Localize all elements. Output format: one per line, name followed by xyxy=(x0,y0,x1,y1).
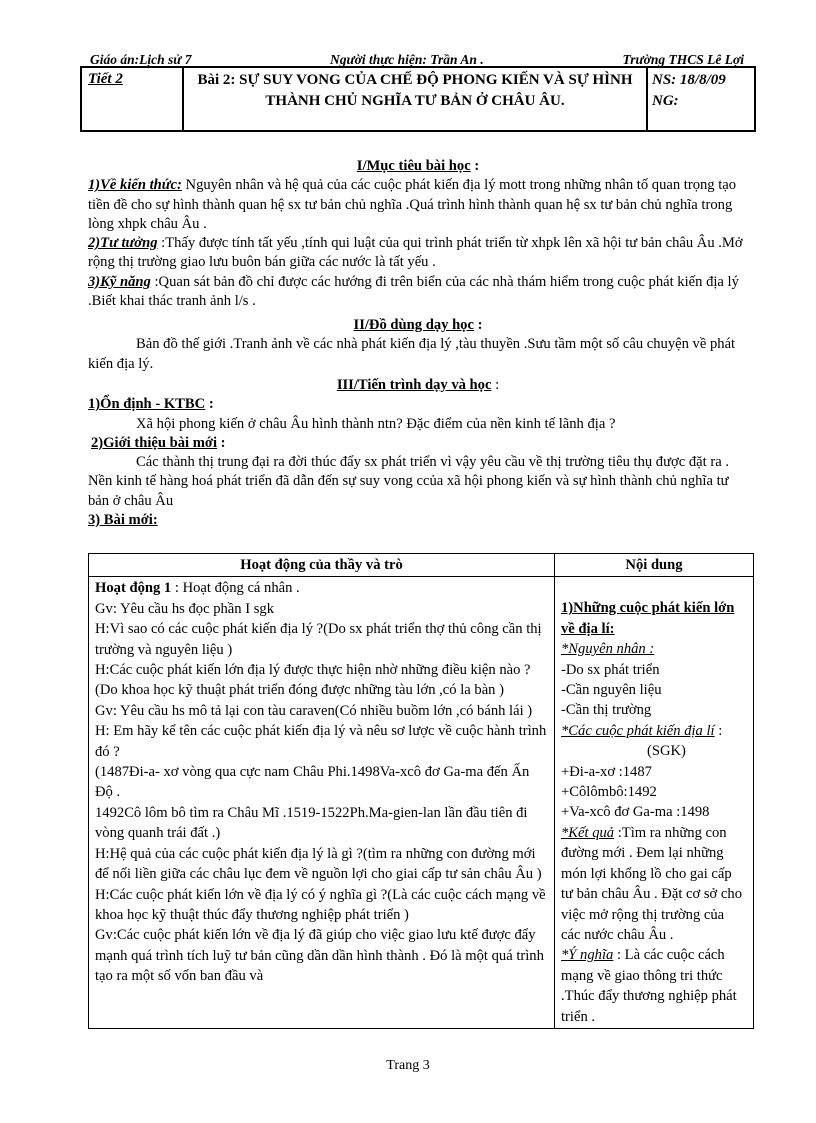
ns-date: NS: 18/8/09 xyxy=(652,72,726,88)
activity-line: Gv: Yêu cầu hs đọc phần I sgk xyxy=(95,600,275,617)
content-cell xyxy=(555,577,754,1029)
spacer xyxy=(561,578,747,598)
cause-item: -Cần nguyên liệu xyxy=(561,682,662,699)
activity-line: H:Các cuộc phát kiến lớn địa lý được thực hiện nhờ những điều kiện nào ?(Do khoa học kỹ thuật phát triển đóng được những tàu lớn ,có la bàn ) xyxy=(95,662,531,699)
lesson-title: Bài 2: SỰ SUY VONG CỦA CHẾ ĐỘ PHONG KIẾN VÀ SỰ HÌNH THÀNH CHỦ NGHĨA TƯ BẢN Ở CHÂU ÂU. xyxy=(184,68,648,130)
activity-line: Gv: Yêu cầu hs mô tả lại con tàu caraven(Có nhiều buồm lớn ,có bánh lái ) xyxy=(95,702,533,719)
section-objectives xyxy=(88,157,748,311)
lesson-title-box xyxy=(80,66,756,132)
activity-line: Gv:Các cuộc phát kiến lớn về địa lý đã giúp cho việc giao lưu ktế được đẩy mạnh quá trình tích luỹ tư bản cũng dần dần hình thành . Đó là một quá trình tạo ra một số vốn ban đầu và xyxy=(95,927,544,985)
lesson-dates xyxy=(648,68,754,130)
activity-line: H: Em hãy kể tên các cuộc phát kiến địa lý và nêu sơ lược về cuộc hành trình đó ? xyxy=(95,723,547,760)
step1-text: Xã hội phong kiến ở châu Âu hình thành ntn? Đặc điểm của nền kinh tế lãnh địa ? xyxy=(136,415,616,432)
step2-text: Các thành thị trung đại ra đời thúc đẩy sx phát triển vì vậy yêu cầu về thị trường tiêu thụ được đặt ra . Nền kinh tế hàng hoá phát triển đã dẫn đến sự suy vong ccủa xã hội phong kiến và sự hình thành chủ nghĩa tư bản ở châu Âu xyxy=(88,454,729,509)
step2-heading: 2)Giới thiệu bài mới : xyxy=(91,434,226,451)
meaning-text: *Ý nghĩa : Là các cuộc cách mạng về giao thông tri thức .Thúc đẩy thương nghiệp phát triển . xyxy=(561,947,737,1025)
voyages-label: *Các cuộc phát kiến địa lí : xyxy=(561,722,723,739)
ng-date: NG: xyxy=(652,93,679,109)
activity-line: H:Hệ quả của các cuộc phát kiến địa lý là gì ?(tìm ra những con đường mới để nối liền giữa các châu lục đem về nguồn lợi cho giai cấp tư sản châu Âu ) xyxy=(95,845,542,883)
activity-line: H:Các cuộc phát kiến lớn về địa lý có ý nghĩa gì ?(Là các cuộc cách mạng về khoa học kỹ thuật thúc đẩy thương nghiệp phát triển ) xyxy=(95,886,546,923)
cause-item: -Do sx phát triển xyxy=(561,661,660,678)
activity-line: H:Vì sao có các cuộc phát kiến địa lý ?(Do sx phát triển thợ thủ công cần thị trường và nguyên liệu ) xyxy=(95,621,542,658)
content-title: 1)Những cuộc phát kiến lớn về địa lí: xyxy=(561,600,735,637)
materials-heading: II/Đồ dùng dạy học : xyxy=(353,317,483,333)
col-content-header: Nội dung xyxy=(555,554,754,577)
step3-heading: 3) Bài mới: xyxy=(88,512,158,529)
page-header xyxy=(90,52,754,66)
lesson-period: Tiết 2 xyxy=(82,68,184,130)
table-header-row xyxy=(89,554,754,577)
voyage-item: +Côlômbô:1492 xyxy=(561,784,657,801)
section-process xyxy=(88,376,748,530)
voyage-item: +Va-xcô đơ Ga-ma :1498 xyxy=(561,804,710,821)
objective-thought: 2)Tư tưởng :Thấy được tính tất yếu ,tính qui luật của qui trình phát triển từ xhpk lên xã hội tư bản châu Âu .Mở rộng thị trường giao lưu buôn bán giữa các nước là tất yếu . xyxy=(88,235,743,271)
activities-cell xyxy=(89,577,555,1029)
sgk-note: (SGK) xyxy=(647,743,686,760)
activity-1-heading: Hoạt động 1 : Hoạt động cá nhân . xyxy=(95,580,300,597)
process-heading: III/Tiến trình dạy và học : xyxy=(336,377,500,393)
header-teacher: Người thực hiện: Trần An . xyxy=(330,52,484,67)
voyage-item: +Đi-a-xơ :1487 xyxy=(561,763,652,780)
objective-skill: 3)Kỹ năng :Quan sát bản đồ chỉ được các hướng đi trên biển của các nhà thám hiểm trong cuộc phát kiến địa lý .Biết khai thác tranh ảnh l/s . xyxy=(88,273,739,310)
activity-line: (1487Đi-a- xơ vòng qua cực nam Châu Phi.1498Va-xcô đơ Ga-ma đến Ấn Độ . xyxy=(95,764,530,801)
table-row xyxy=(89,577,754,1029)
section-materials xyxy=(88,316,748,374)
lesson-table xyxy=(88,553,754,1029)
activity-line: 1492Cô lôm bô tìm ra Châu Mĩ .1519-1522Ph.Ma-gien-lan lần đầu tiên đi vòng quanh trái đất .) xyxy=(95,804,528,842)
materials-text: Bản đồ thế giới .Tranh ảnh về các nhà phát kiến địa lý ,tàu thuyền .Sưu tầm một số câu chuyện về phát kiến địa lý. xyxy=(88,336,736,372)
cause-label: *Nguyên nhân : xyxy=(561,641,655,658)
result-text: *Kết quả :Tìm ra những con đường mới . Đem lại những món lợi khổng lồ cho gai cấp tư bản châu Âu . Đặt cơ sở cho việc mở rộng thị trường của các nước châu Âu . xyxy=(561,824,742,943)
header-school: Trường THCS Lê Lợi xyxy=(622,52,744,67)
page-number: Trang 3 xyxy=(386,1058,430,1073)
step1-heading: 1)Ổn định - KTBC : xyxy=(88,396,214,413)
header-subject: Giáo án:Lịch sử 7 xyxy=(90,52,192,67)
cause-item: -Cần thị trường xyxy=(561,702,652,719)
col-activities-header: Hoạt động của thầy và trò xyxy=(89,554,555,577)
objectives-heading: I/Mục tiêu bài học : xyxy=(356,158,480,174)
objective-knowledge: 1)Về kiến thức: Nguyên nhân và hệ quả của các cuộc phát kiến địa lý mott trong những nhân tố quan trọng tạo tiền đề cho sự hình thành quan hệ sx tư bản chủ nghĩa .Quá trình hình thành quan hệ sx tư bản chủ nghĩa trong lòng xhpk châu Âu . xyxy=(88,177,737,232)
